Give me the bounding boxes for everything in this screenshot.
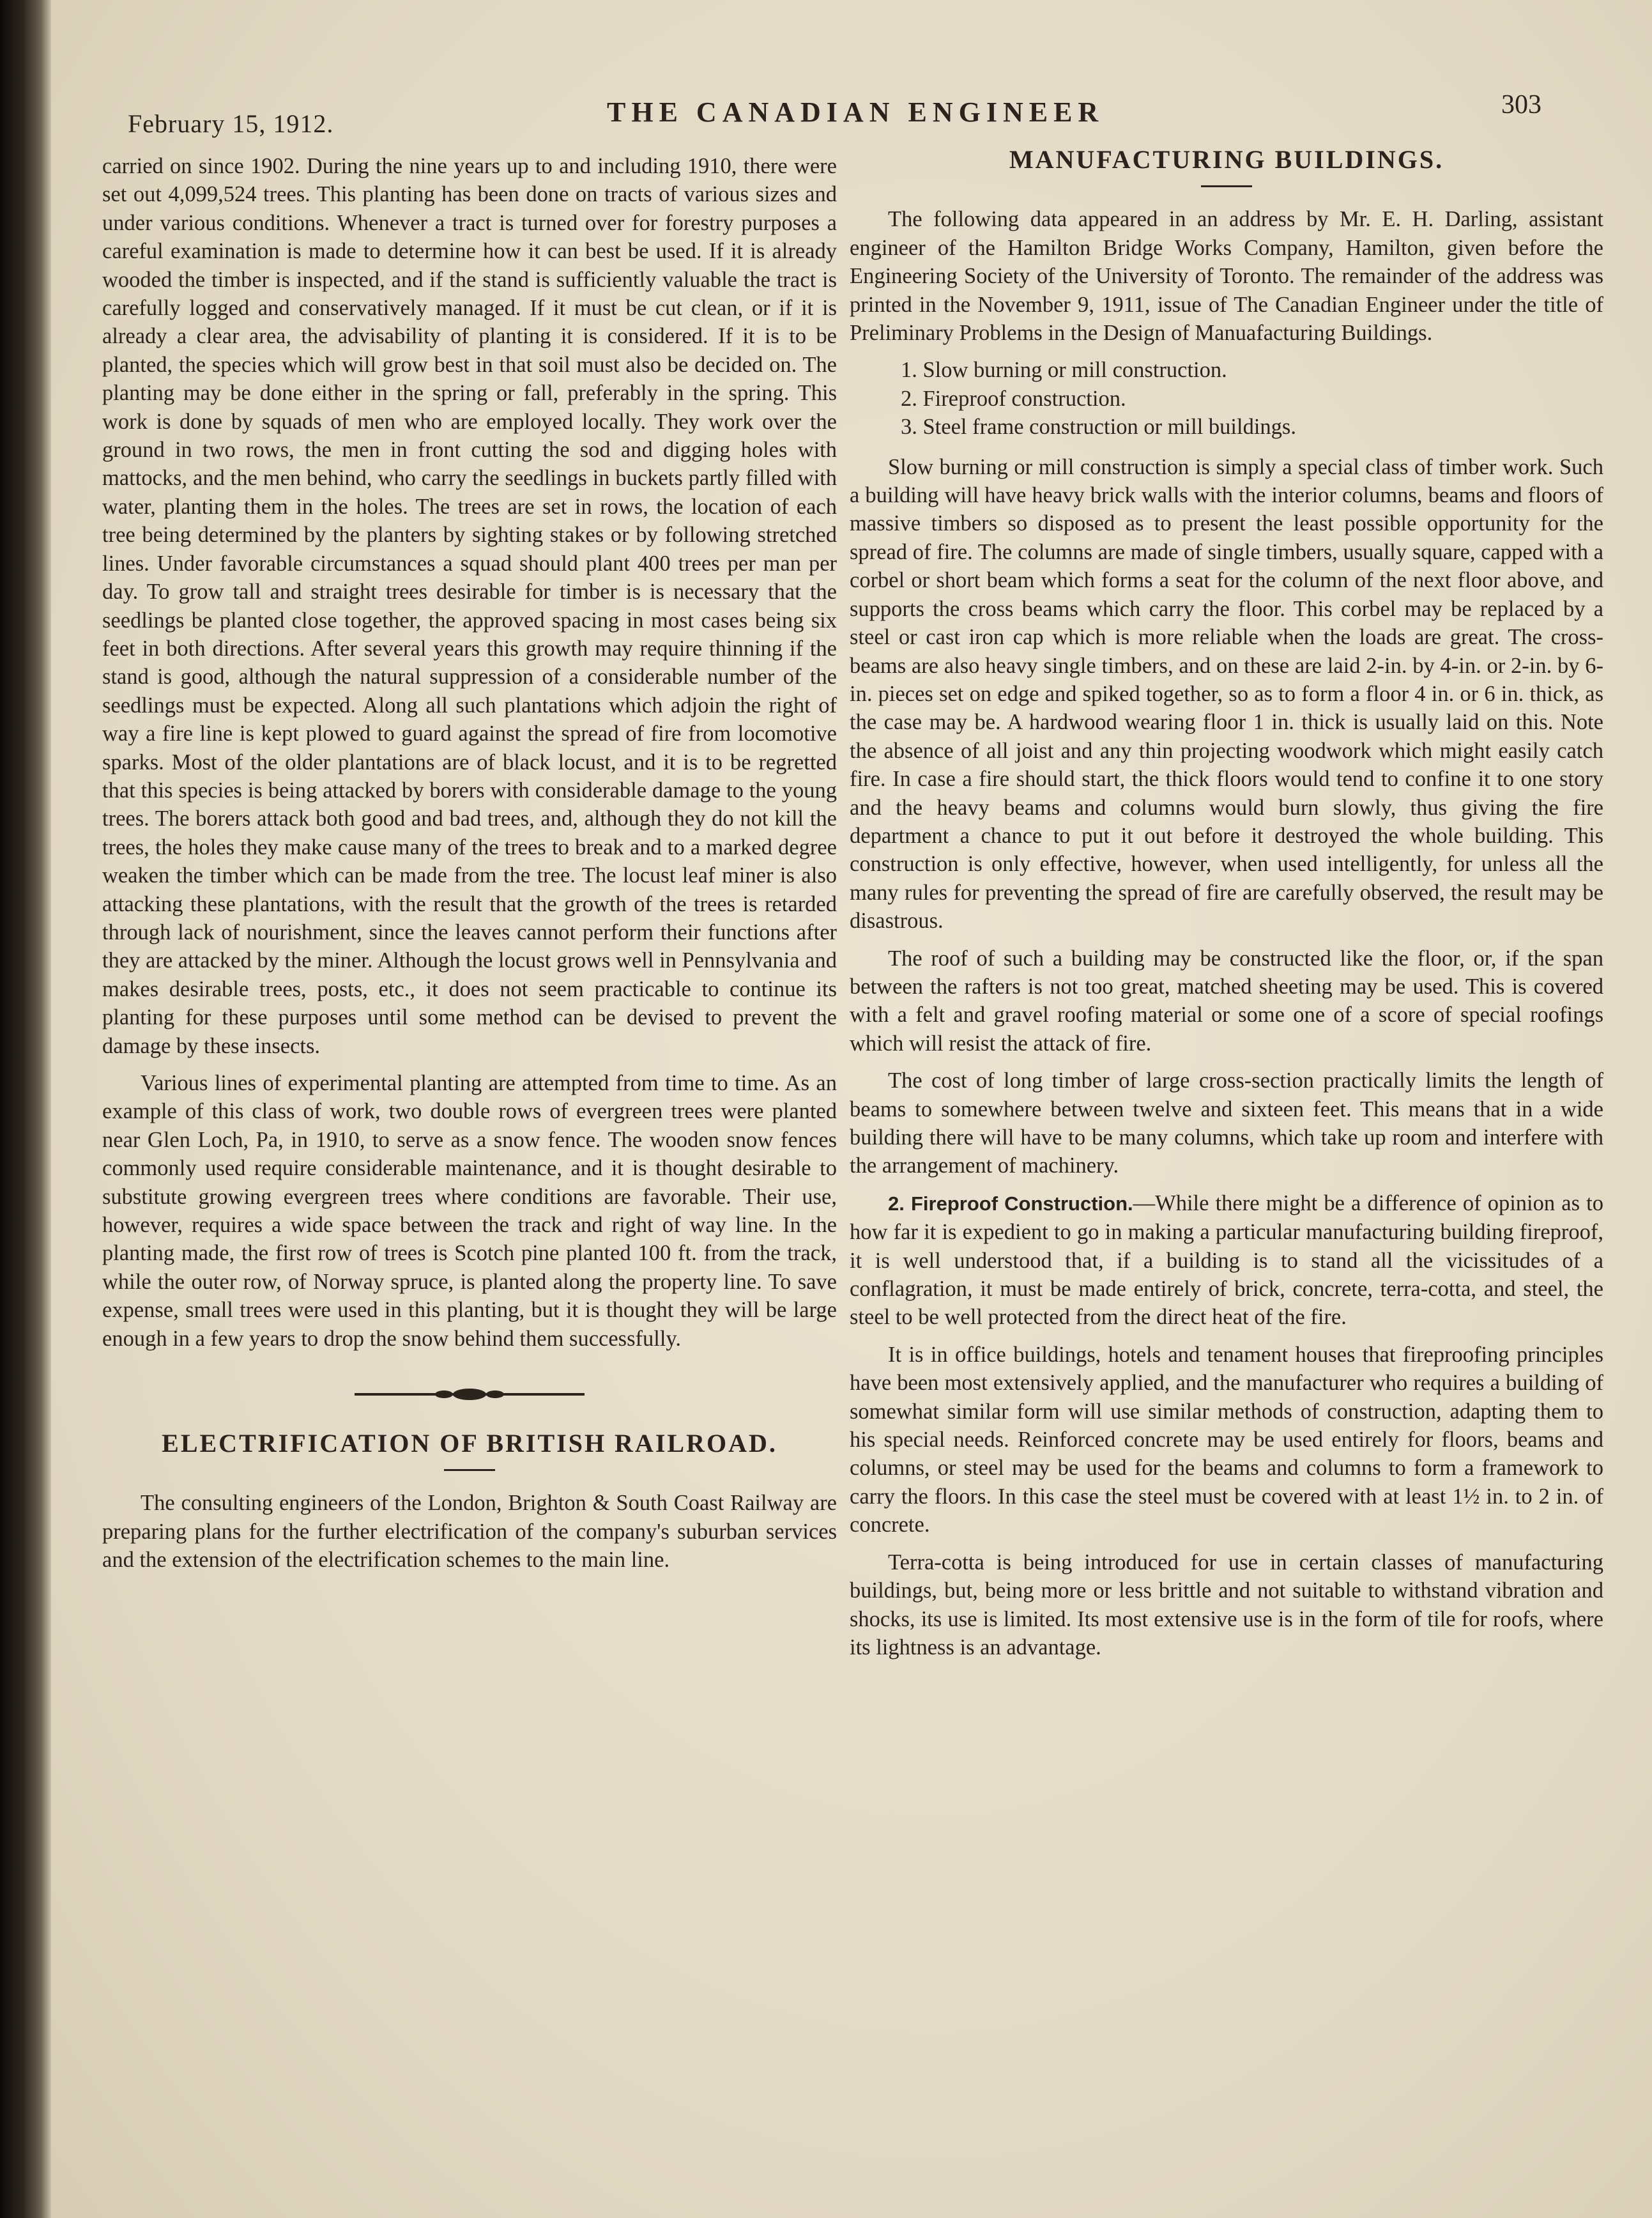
office-buildings-paragraph: It is in office buildings, hotels and tenament houses that fireproofing principles have been most extensively applied, and the manufacturer who requires a building of somewhat similar form will use similar methods of construction, adapting them to his special needs. Reinforced concrete may be used entirely for floors, beams and columns, or steel may be used for the beams and columns to form a framework to carry the floors. In this case the steel must be covered with at least 1½ in. to 2 in. of concrete. xyxy=(850,1342,1603,1537)
issue-date: February 15, 1912. xyxy=(128,109,334,138)
roof-paragraph: The roof of such a building may be constructed like the floor, or, if the span between the rafters is not too great, matched sheeting may be used. This is covered with a felt and gravel roofing material or some one of a score of special roofings which will resist the attack of fire. xyxy=(850,946,1603,1056)
manufacturing-title: MANUFACTURING BUILDINGS. xyxy=(1009,145,1444,174)
snow-fence-paragraph: Various lines of experimental planting are attempted from time to time. As an example of this class of work, two double rows of evergreen trees were planted near Glen Loch, Pa, in 1910, to serve as a snow fence. The wooden snow fences commonly used require considerable maintenance, and it is thought desirable to substitute growing evergreen trees where conditions are favorable. Their use, however, requires a wide space between the track and right of way line. In the planting made, the first row of trees is Scotch pine planted 100 ft. from the track, while the outer row, of Norway spruce, is planted along the property line. To save expense, small trees were used in this planting, but it is thought they will be large enough in a few years to drop the snow behind them successfully. xyxy=(102,1071,837,1351)
intro-paragraph: The following data appeared in an address by Mr. E. H. Darling, assistant engineer of the Hamilton Bridge Works Company, Hamilton, given before the Engineering Society of the University of Toronto. The remainder of the address was printed in the November 9, 1911, issue of The Canadian Engineer under the title of Preliminary Problems in the Design of Manuafacturing Buildings. xyxy=(850,207,1603,346)
electrification-title: ELECTRIFICATION OF BRITISH RAILROAD. xyxy=(162,1429,777,1458)
terra-cotta-paragraph: Terra-cotta is being introduced for use in certain classes of manufacturing buildings, but, being more or less brittle and not suitable to withstand vibration and shocks, its use is limited. Its most extensive use is in the form of tile for roofs, where its lightness is an advantage. xyxy=(850,1550,1603,1660)
list-item: 3. Steel frame construction or mill buildings. xyxy=(901,415,1296,440)
fireproof-paragraph xyxy=(850,1189,1603,1332)
slow-burning-paragraph: Slow burning or mill construction is simply a special class of timber work. Such a building will have heavy brick walls with the interior columns, beams and floors of massive timbers so disposed as to present the least possible opportunity for the spread of fire. The columns are made of single timbers, usually square, capped with a corbel or short beam which forms a seat for the column of the next floor above, and supports the cross beams which carry the floor. This corbel may be replaced by a steel or cast iron cap which is more reliable when the loads are great. The cross-beams are also heavy single timbers, and on these are laid 2-in. by 4-in. or 2-in. by 6-in. pieces set on edge and spiked together, so as to form a floor 4 in. or 6 in. thick, as the case may be. A hardwood wearing floor 1 in. thick is usually laid on this. Note the absence of all joist and any thin projecting woodwork which might easily catch fire. In case a fire should start, the thick floors would tend to confine it to one story and the heavy beams and columns would burn slowly, thus giving the fire department a chance to put it out before it destroyed the whole building. This construction is only effective, however, when used intelligently, for unless all the many rules for preventing the spread of fire are carefully observed, the result may be disastrous. xyxy=(850,454,1603,934)
electrification-paragraph: The consulting engineers of the London, Brighton & South Coast Railway are preparing plans for the further electrification of the company's suburban services and the extension of the electrification schemes to the main line. xyxy=(102,1491,837,1573)
construction-types-list xyxy=(850,356,1603,441)
fireproof-subhead: 2. Fireproof Construction. xyxy=(888,1192,1133,1215)
list-item: 1. Slow burning or mill construction. xyxy=(901,358,1227,383)
title-rule xyxy=(1201,185,1252,187)
page-number: 303 xyxy=(1501,90,1541,119)
forestry-paragraph: carried on since 1902. During the nine years up to and including 1910, there were set out 4,099,524 trees. This planting has been done on tracts of various sizes and under various conditions. Whenever a tract is turned over for forestry purposes a careful examination is made to determine how it can best be used. If it is already wooded the timber is inspected, and if the stand is sufficiently valuable the tract is carefully logged and conservatively managed. If it must be cut clean, or if it is already a clear area, the advisability of planting it is considered. If it is to be planted, the species which will grow best in that soil must also be decided on. The planting may be done either in the spring or fall, preferably in the spring. This work is done by squads of men who are employed locally. They work over the ground in two rows, the men in front cutting the sod and digging holes with mattocks, and the men behind, who carry the seedlings in buckets partly filled with water, planting them in the holes. The trees are set in rows, the location of each tree being determined by the planters by sighting stakes or by following stretched lines. Under favorable circumstances a squad should plant 400 trees per man per day. To grow tall and straight trees desirable for timber is is necessary that the seedlings be planted close together, the approved spacing in most cases being six feet in both directions. After several years this growth may require thinning if the stand is good, although the natural suppression of a considerable number of the seedlings must be expected. Along all such plantations which adjoin the right of way a fire line is kept plowed to guard against the spread of fire from locomotive sparks. Most of the older plantations are of black locust, and it is to be regretted that this species is being attacked by borers with considerable damage to the young trees. The borers attack both good and bad trees, and, although they do not kill the trees, the holes they make cause many of the trees to break and to a marked degree weaken the timber which can be made from the tree. The locust leaf miner is also attacking these plantations, with the result that the growth of the trees is retarded through lack of nourishment, since the leaves cannot perform their functions after they are attacked by the miner. Although the locust grows well in Pennsylvania and makes desirable trees, posts, etc., it does not seem practicable to continue its planting for these purposes until some method can be devised to prevent the damage by these insects. xyxy=(102,154,837,1058)
timber-cost-paragraph: The cost of long timber of large cross-section practically limits the length of beams to somewhere between twelve and sixteen feet. This means that in a wide building there will have to be many columns, which take up room and interfere with the arrangement of machinery. xyxy=(850,1068,1603,1178)
binding-gutter xyxy=(0,0,51,2218)
right-column xyxy=(850,134,1603,1670)
left-column xyxy=(102,152,837,1583)
title-rule xyxy=(444,1469,495,1471)
ornament-divider xyxy=(355,1385,585,1404)
fireproof-text: —While there might be a difference of opinion as to how far it is expedient to go in making a particular manufacturing building fireproof, it is well understood that, if a building is to stand all the vicissitudes of a conflagration, it must be made entirely of brick, concrete, terra-cotta, and steel, the steel to be well protected from the direct heat of the fire. xyxy=(850,1190,1603,1330)
publication-title: THE CANADIAN ENGINEER xyxy=(607,96,1105,128)
list-item: 2. Fireproof construction. xyxy=(901,386,1126,411)
